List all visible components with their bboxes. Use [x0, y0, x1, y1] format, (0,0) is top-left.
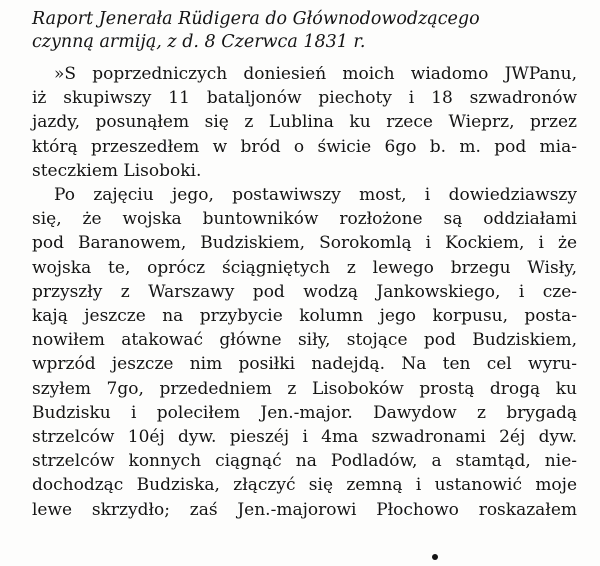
ink-dot — [432, 554, 438, 560]
text-line: wojska te, oprócz ściągniętych z lewego brzegu Wisły, — [32, 257, 577, 278]
text-line: Budzisku i poleciłem Jen.-major. Dawydow z brygadą — [32, 402, 577, 423]
text-line: dochodząc Budziska, złączyć się zemną i ustanowić moje — [32, 475, 577, 496]
text-line: lewe skrzydło; zaś Jen.-majorowi Płochowo roskazałem — [32, 499, 577, 520]
text-line: iż skupiwszy 11 bataljonów piechoty i 18 szwadronów — [32, 88, 577, 109]
text-line: Po zajęciu jego, postawiwszy most, i dowiedziawszy — [54, 185, 577, 206]
title-line-2: czynną armiją, z d. 8 Czerwca 1831 r. — [32, 32, 366, 52]
report-body — [32, 62, 577, 522]
text-line: strzelców konnych ciągnąć na Podladów, a stamtąd, nie- — [32, 451, 577, 472]
title-line-1: Raport Jenerała Rüdigera do Głównodowodzącego — [32, 9, 480, 29]
text-line: szyłem 7go, przededniem z Lisoboków prostą drogą ku — [32, 378, 577, 399]
text-line: kają jeszcze na przybycie kolumn jego korpusu, posta- — [32, 306, 577, 327]
text-line: jazdy, posunąłem się z Lublina ku rzece Wieprz, przez — [32, 112, 577, 133]
paragraph-1 — [32, 62, 577, 183]
text-line: »S poprzedniczych doniesień moich wiadomo JWPanu, — [54, 64, 577, 84]
text-line: pod Baranowem, Budziskiem, Sorokomlą i Kockiem, i że — [32, 233, 577, 254]
text-line: nowiłem atakować główne siły, stojące pod Budziskiem, — [32, 330, 577, 351]
text-line: strzelców 10éj dyw. pieszéj i 4ma szwadronami 2éj dyw. — [32, 427, 577, 448]
text-line: wprzód jeszcze nim posiłki nadejdą. Na ten cel wyru- — [32, 354, 577, 375]
text-line: którą przeszedłem w bród o świcie 6go b. m. pod mia- — [32, 136, 577, 157]
paragraph-2 — [32, 183, 577, 522]
text-line: steczkiem Lisoboki. — [32, 160, 202, 181]
text-line: się, że wojska buntowników rozłożone są oddziałami — [32, 209, 577, 230]
report-title — [32, 8, 577, 54]
text-line: przyszły z Warszawy pod wodzą Jankowskiego, i cze- — [32, 281, 577, 302]
